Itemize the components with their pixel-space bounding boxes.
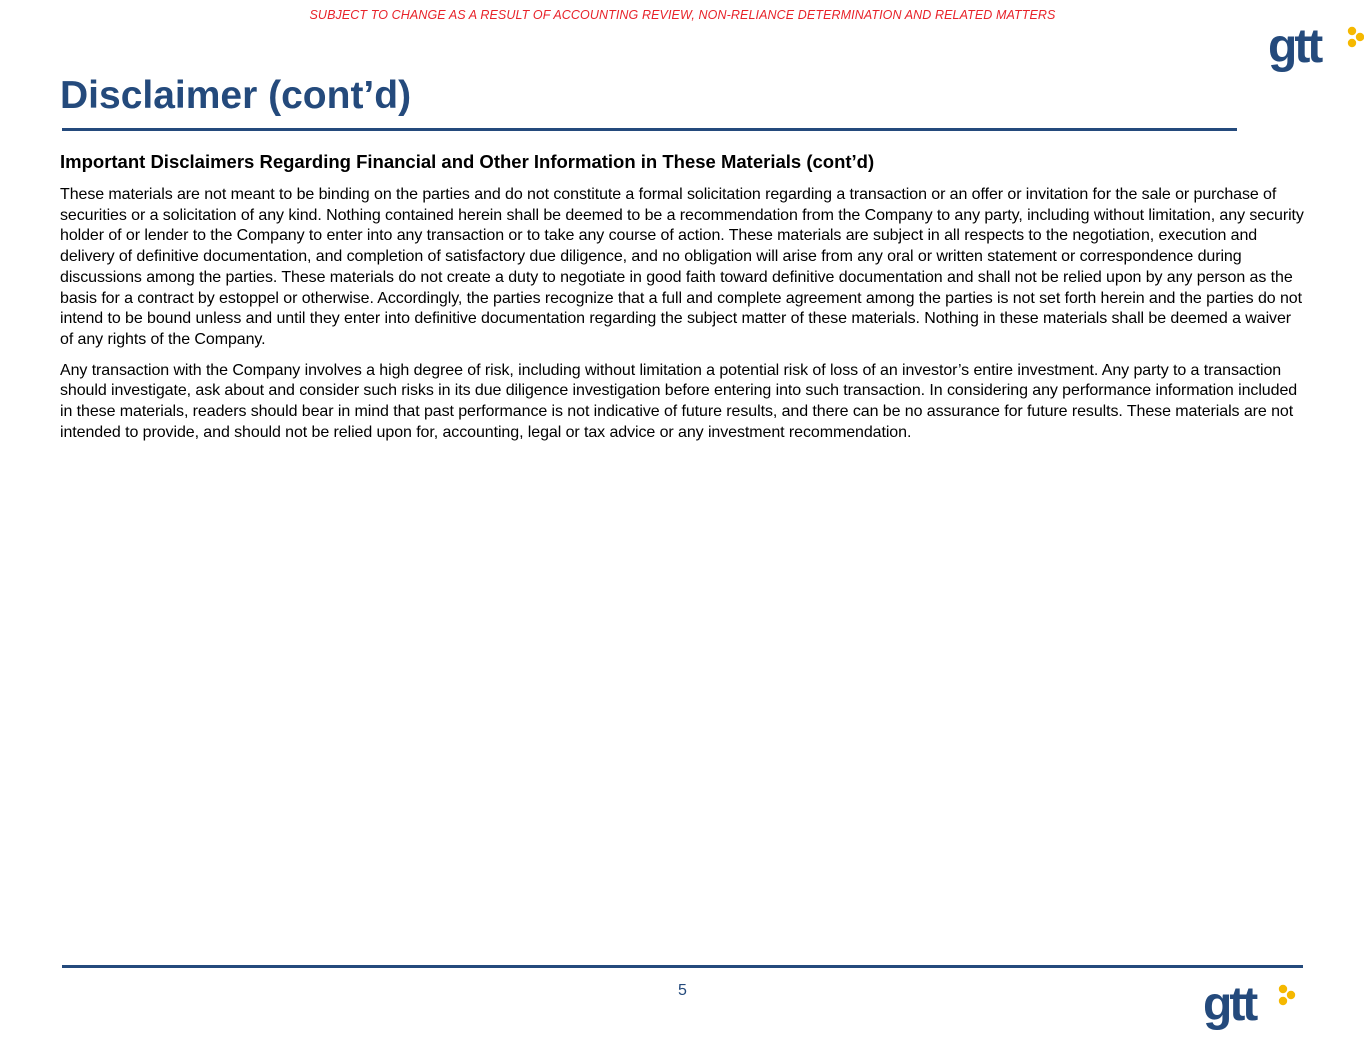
disclaimer-paragraph-1: These materials are not meant to be binding on the parties and do not constitute a formal solicitation regarding a transaction or an offer or invitation for the sale or purchase of securities or a solicitation of any kind. Nothing contained herein shall be deemed to be a recommendation from the Company to any party, including without limitation, any security holder of or lender to the Company to enter into any transaction or to take any course of action. These materials are subject in all respects to the negotiation, execution and delivery of definitive documentation, and completion of satisfactory due diligence, and no obligation will arise from any oral or written statement or correspondence during discussions among the parties. These materials do not create a duty to negotiate in good faith toward definitive documentation and shall not be relied upon by any person as the basis for a contract by estoppel or otherwise. Accordingly, the parties recognize that a full and complete agreement among the parties is not set forth herein and the parties do not intend to be bound unless and until they enter into definitive documentation regarding the subject matter of these materials. Nothing in these materials shall be deemed a waiver of any rights of the Company. <box>60 186 1304 348</box>
disclaimer-body <box>60 150 1305 453</box>
disclaimer-paragraph-2: Any transaction with the Company involves a high degree of risk, including without limitation a potential risk of loss of an investor’s entire investment. Any party to a transaction should investigate, ask about and consider such risks in its due diligence investigation before entering into such transaction. In considering any performance information included in these materials, readers should bear in mind that past performance is not indicative of future results, and there can be no assurance for future results. These materials are not intended to provide, and should not be relied upon for, accounting, legal or tax advice or any investment recommendation. <box>60 361 1298 441</box>
gtt-logo-bottom <box>1203 978 1297 1036</box>
section-subheading: Important Disclaimers Regarding Financial and Other Information in These Materials (cont’d) <box>60 151 875 172</box>
footer-divider <box>62 965 1303 968</box>
logo-wordmark: gtt <box>1268 22 1321 73</box>
title-divider <box>62 128 1237 131</box>
slide-title: Disclaimer (cont’d) <box>60 74 412 117</box>
gtt-logo-top <box>1268 22 1364 78</box>
page-number: 5 <box>678 982 687 999</box>
logo-wordmark-footer: gtt <box>1203 978 1256 1031</box>
confidentiality-banner: SUBJECT TO CHANGE AS A RESULT OF ACCOUNTING REVIEW, NON-RELIANCE DETERMINATION AND RELATED MATTERS <box>309 8 1056 22</box>
